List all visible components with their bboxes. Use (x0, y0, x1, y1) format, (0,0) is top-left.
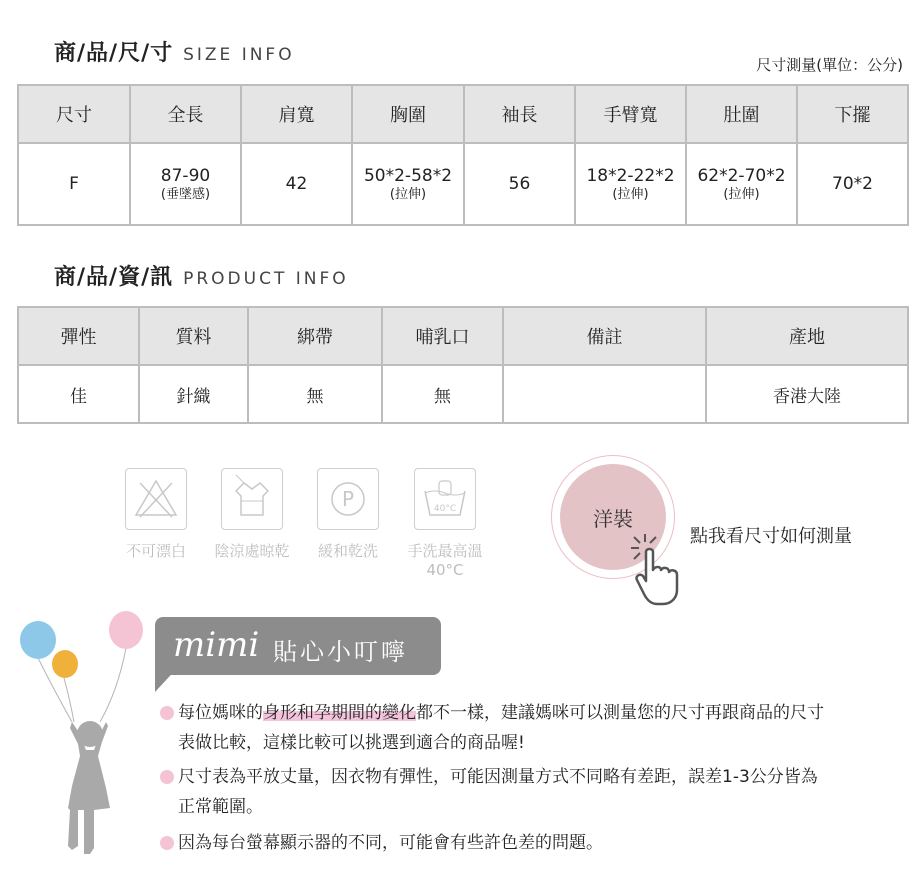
hand-wash-icon (414, 468, 476, 530)
length-cell (130, 143, 241, 225)
product-header-notes: 備註 (503, 307, 706, 365)
hem-cell (797, 143, 908, 225)
unit-note: 尺寸測量(單位：公分) (756, 56, 903, 74)
care-shade-dry (202, 468, 302, 561)
waist-cell-value: 62*2-70*2 (697, 166, 786, 186)
tip-item-3 (178, 828, 603, 858)
care-hand-wash (395, 468, 495, 579)
arm-cell-note: (拉伸) (612, 187, 649, 202)
shoulder-cell-value: 42 (285, 174, 308, 194)
tip-item-2 (178, 762, 818, 822)
size-info-heading (54, 36, 295, 67)
measure-link[interactable]: 點我看尺寸如何測量 (690, 526, 852, 547)
notes-cell (503, 365, 706, 423)
sleeve-cell-value: 56 (508, 174, 531, 194)
size-header-waist: 肚圍 (686, 85, 797, 143)
size-cell-value: F (69, 174, 79, 194)
arm-cell-value: 18*2-22*2 (586, 166, 675, 186)
size-table-row (18, 143, 908, 225)
chest-cell-note: (拉伸) (389, 187, 427, 202)
tip-bullet-2 (160, 770, 174, 784)
product-table (17, 306, 909, 424)
tip-1-post: 都不一樣，建議媽咪可以測量您的尺寸再跟商品的尺寸 (416, 703, 824, 723)
tips-title: 貼心小叮嚀 (273, 638, 408, 666)
dry-clean-icon (317, 468, 379, 530)
size-info-subtitle: SIZE INFO (183, 45, 295, 65)
tip-2-line2: 正常範圍。 (178, 797, 263, 817)
size-header-sleeve: 袖長 (464, 85, 575, 143)
pink-balloon (109, 611, 143, 649)
care-label-shade-dry: 陰涼處晾乾 (214, 542, 290, 560)
size-cell (18, 143, 130, 225)
size-table (17, 84, 909, 226)
tips-bubble (155, 617, 441, 675)
material-cell: 針織 (139, 365, 248, 423)
care-label-hand-wash: 手洗最高溫 (407, 542, 483, 560)
size-header-size: 尺寸 (18, 85, 130, 143)
product-info-title: 商/品/資/訊 (54, 265, 174, 290)
dress-label: 洋裝 (593, 506, 633, 531)
tip-bullet-3 (160, 836, 174, 850)
shade-dry-icon (221, 468, 283, 530)
size-table-header-row (18, 85, 908, 143)
care-label-no-bleach: 不可漂白 (125, 542, 186, 560)
tip-3-pre: 因為每台螢幕顯示器的不同，可能會有些許色差的問題。 (178, 833, 603, 853)
tip-bullet-1 (160, 706, 174, 720)
hem-cell-value: 70*2 (832, 174, 873, 194)
orange-balloon (52, 650, 78, 678)
nursing-cell: 無 (382, 365, 503, 423)
blue-balloon (20, 621, 56, 659)
care-label-hand-wash-temp: 40°C (426, 561, 464, 579)
tips-bubble-tail (155, 664, 181, 692)
tip-item-1 (178, 698, 824, 758)
length-cell-value: 87-90 (160, 166, 211, 186)
tips-brand: mimi (173, 625, 260, 665)
chest-cell (352, 143, 464, 225)
waist-cell-note: (拉伸) (723, 187, 760, 202)
elasticity-cell: 佳 (18, 365, 139, 423)
tip-1-line2: 表做比較，這樣比較可以挑選到適合的商品喔! (178, 733, 525, 753)
size-header-shoulder: 肩寬 (241, 85, 352, 143)
tip-1-pre: 每位媽咪的 (178, 703, 263, 723)
origin-cell: 香港大陸 (706, 365, 908, 423)
tip-2-pre: 尺寸表為平放丈量，因衣物有彈性，可能因測量方式不同略有差距，誤差1-3公分皆為 (178, 767, 818, 787)
product-info-subtitle: PRODUCT INFO (183, 269, 349, 289)
product-header-strap: 綁帶 (248, 307, 382, 365)
sleeve-cell (464, 143, 575, 225)
product-header-nursing: 哺乳口 (382, 307, 503, 365)
size-header-arm: 手臂寬 (575, 85, 686, 143)
care-dry-clean (298, 468, 398, 561)
product-header-elasticity: 彈性 (18, 307, 139, 365)
arm-cell (575, 143, 686, 225)
hand-wash-icon-temp: 40°C (433, 504, 457, 514)
size-info-title: 商/品/尺/寸 (54, 41, 174, 66)
product-info-heading (54, 260, 349, 291)
size-header-chest: 胸圍 (352, 85, 464, 143)
strap-cell: 無 (248, 365, 382, 423)
care-no-bleach (106, 468, 206, 561)
size-header-hem: 下擺 (797, 85, 908, 143)
product-table-header-row (18, 307, 908, 365)
product-header-material: 質料 (139, 307, 248, 365)
shoulder-cell (241, 143, 352, 225)
waist-cell (686, 143, 797, 225)
product-table-row (18, 365, 908, 423)
no-bleach-icon (125, 468, 187, 530)
care-label-dry-clean: 緩和乾洗 (317, 542, 378, 560)
length-cell-note: (垂墜感) (160, 187, 211, 202)
product-header-origin: 產地 (706, 307, 908, 365)
dry-clean-icon-letter: P (341, 487, 355, 511)
tip-1-highlight: 身形和孕期間的變化 (263, 703, 416, 723)
size-header-length: 全長 (130, 85, 241, 143)
girl-balloons-illustration (14, 610, 154, 880)
chest-cell-value: 50*2-58*2 (363, 166, 453, 186)
